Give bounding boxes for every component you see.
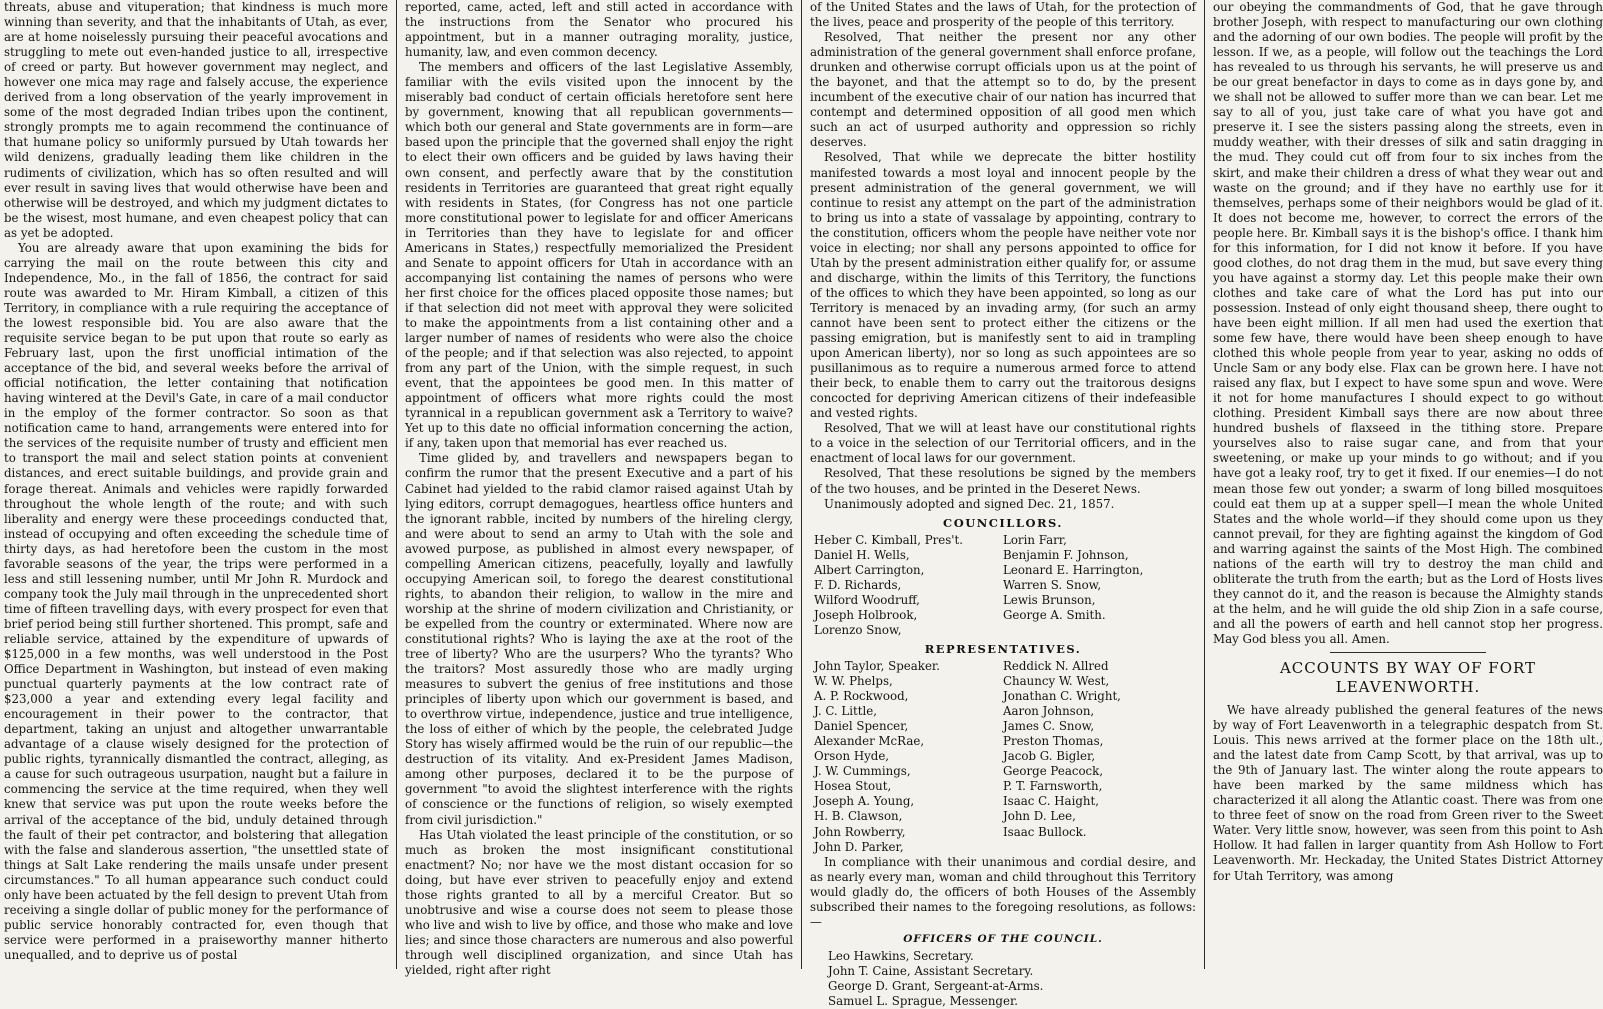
councillor-name: Warren S. Snow,	[1003, 577, 1102, 592]
representative-name: H. B. Clawson,	[814, 809, 903, 824]
councillors-heading: COUNCILLORS.	[943, 515, 1063, 530]
councillor-name: Lewis Brunson,	[1003, 592, 1096, 607]
councillors-list	[814, 533, 1186, 638]
compliance-paragraph: In compliance with their unanimous and cordial desire, and as nearly every man, woman and child throughout this Territory would gladly do, the officers of both Houses of the Assembly subscribed their names to the foregoing resolutions, as follows:—	[810, 854, 1196, 929]
representative-name: J. W. Cummings,	[814, 764, 911, 779]
representative-name: Jacob G. Bigler,	[1003, 749, 1096, 764]
representative-name: Jonathan C. Wright,	[1003, 689, 1121, 704]
column-rule	[1204, 0, 1205, 969]
column-rule	[396, 0, 397, 969]
col3-paragraph: Resolved, That these resolutions be signed by the members of the two houses, and be printed in the Deseret News.	[810, 466, 1196, 496]
col3-paragraph: Resolved, That neither the present nor any other administration of the general government shall enforce profane, drunken and otherwise corrupt officials upon us at the point of the bayonet, and that the attempt so to do, by the present incumbent of the executive chair of our nation has incurred that contempt and determined opposition of all good men which such an act of usurped authority and oppression so richly deserves.	[810, 30, 1196, 150]
representative-name: Isaac Bullock.	[1003, 824, 1087, 839]
representative-name: Reddick N. Allred	[1003, 659, 1109, 674]
officer-entry: George D. Grant, Sergeant-at-Arms.	[828, 979, 1044, 993]
representatives-heading: REPRESENTATIVES.	[924, 641, 1082, 656]
representative-name: Daniel Spencer,	[814, 719, 909, 734]
representative-name: John Rowberry,	[814, 824, 906, 839]
representative-name: Joseph A. Young,	[814, 794, 915, 809]
col2-paragraph: reported, came, acted, left and still acted in accordance with the instructions from the Senator who procured his appointment, but in a manner outraging morality, justice, humanity, law, and even common decency.	[405, 0, 793, 60]
representative-name: George Peacock,	[1003, 764, 1104, 779]
officer-entry: John T. Caine, Assistant Secretary.	[828, 963, 1034, 978]
col4-paragraph: We have already published the general features of the news by way of Fort Leavenworth in a telegraphic despatch from St. Louis. This news arrived at the former place on the 18th ult., and the latest date from Camp Scott, by that arrival, was up to the 9th of January last. The winter along the route appears to have been marked by the same mildness which has characterized it all along the Atlantic coast. There was from one to three feet of snow on the road from Green river to the Sweet Water. Very little snow, however, was seen from this point to Ash Hollow. It had fallen in larger quantity from Ash Hollow to Fort Leavenworth. Mr. Heckaday, the United States District Attorney for Utah Territory, was among	[1213, 703, 1603, 883]
representative-name: Preston Thomas,	[1003, 734, 1104, 749]
col4-paragraph: our obeying the commandments of God, that he gave through brother Joseph, with respect to manufacturing our own clothing and the adorning of our own bodies. The people will profit by the lesson. If we, as a people, will follow out the teachings the Lord has revealed to us through his servants, he will preserve us and be our great benefactor in days to come as in days gone by, and we shall not be allowed to suffer more than we can bear. Let me say to all of you, just take care of what you have got and preserve it. I see the sisters passing along the streets, even in muddy weather, with their dresses of silk and satin dragging in the mud. They could cut off from four to six inches from the skirt, and make their children a dress of what they wear out and waste on the ground; and if they have no earthly use for it themselves, perhaps some of their neighbors would be glad of it. It does not become me, however, to correct the errors of the people here. Br. Kimball says it is the bishop's office. I thank him for this information, for I did not know it before. If you have good clothes, do not drag them in the mud, but save every thing you have against a stormy day. Let this people make their own clothes and take care of what the Lord has put into our possession. Instead of only eight thousand sheep, there ought to have been eight million. If all men had used the exertion that some few have, there would have been sheep enough to have clothed this whole people from year to year, asking no odds of Uncle Sam or any body else. Flax can be grown here. I have not raised any flax, but I expect to have some spun and wove. Were it not for home manufactures I should expect to go without clothing. President Kimball says there are now about three hundred bushels of flaxseed in the tithing store. Prepare yourselves also to raise sugar cane, and from that your sweetening, or make up your minds to go without; and if you have got a leaky roof, try to get it fixed. If our enemies—I do not mean those few out yonder; a swarm of long billed mosquitoes could eat them up at a supper spell—I mean the whole United States and the whole world—if they should come upon us they cannot prevail, for they are fighting against the kingdom of God and warring against the saints of the Most High. The combined nations of the earth will try to destroy the man child and obliterate the truth from the earth; but as the Lord of Hosts lives they cannot do it, and the reason is because the Almighty stands at the helm, and he will guide the old ship Zion in a safe course, and all the powers of earth and hell cannot stop her progress. May God bless you all. Amen.	[1213, 0, 1603, 646]
section-divider	[1330, 652, 1486, 653]
col2-paragraph: The members and officers of the last Legislative Assembly, familiar with the evils visited upon the innocent by the miserably bad conduct of certain officials heretofore sent here by government, knowing that all republican governments—which both our general and State governments are in form—are based upon the principle that the governed shall enjoy the right to elect their own officers and be guided by laws having their own consent, and perfectly aware that by the constitution residents in Territories are guaranteed that great right equally with residents in States, (for Congress has not one particle more constitutional power to legislate for and officer Americans in Territories than they have to legislate for and officer Americans in States,) respectfully memorialized the President and Senate to appoint officers for Utah in accordance with an accompanying list containing the names of persons who were her first choice for the offices placed opposite those names; but if that selection did not meet with approval they were solicited to make the appointments from a list containing other and a larger number of names of residents who were also the choice of the people; and if that selection was also rejected, to appoint from any part of the Union, with the simple request, in such event, that the appointees be good men. In this matter of appointment of officers what more rights could the most tyrannical in a republican government ask a Territory to waive? Yet up to this date no official information concerning the action, if any, taken upon that memorial has ever reached us.	[405, 60, 793, 451]
representative-name: J. C. Little,	[814, 704, 878, 719]
column-3	[810, 0, 1196, 1009]
councillor-name: Lorin Farr,	[1003, 532, 1067, 547]
councillor-name: Heber C. Kimball, Pres't.	[814, 532, 964, 547]
representative-name: James C. Snow,	[1003, 719, 1095, 734]
column-rule	[801, 0, 802, 969]
col2-paragraph: Time glided by, and travellers and newspapers began to confirm the rumor that the present Executive and a part of his Cabinet had yielded to the rabid clamor raised against Utah by lying editors, corrupt demagogues, heartless office hunters and the ignorant rabble, incited by numbers of the hireling clergy, and were about to send an army to Utah with the sole and avowed purpose, as published in almost every newspaper, of compelling American citizens, peacefully, loyally and lawfully occupying American soil, to forego the dearest constitutional rights, to abandon their religion, to wallow in the mire and worship at the shrine of modern civilization and Christianity, or be expelled from the country or exterminated. Where now are constitutional rights? Who is laying the axe at the root of the tree of liberty? Who are the usurpers? Who the tyrants? Who the traitors? Most assuredly those who are madly urging measures to subvert the genius of free institutions and those principles of liberty upon which our government is based, and to overthrow virtue, independence, justice and true intelligence, the loss of either of which by the people, the celebrated Judge Story has wisely affirmed would be the ruin of our republic—the destruction of its vitality. And ex-President James Madison, among other purposes, declared it to be the purpose of government "to avoid the slightest interference with the rights of conscience or the functions of religion, so wisely exempted from civil jurisdiction."	[405, 451, 793, 827]
councillor-name: Daniel H. Wells,	[814, 547, 910, 562]
representative-name: A. P. Rockwood,	[814, 689, 909, 704]
representative-name: Alexander McRae,	[814, 734, 925, 749]
representative-name: Isaac C. Haight,	[1003, 794, 1099, 809]
representative-name: P. T. Farnsworth,	[1003, 779, 1103, 794]
officer-entry: Samuel L. Sprague, Messenger.	[828, 994, 1019, 1009]
col1-paragraph: You are already aware that upon examining the bids for carrying the mail on the route between this city and Independence, Mo., in the fall of 1856, the contract for said route was awarded to Mr. Hiram Kimball, a citizen of this Territory, in compliance with a rule requiring the acceptance of the lowest responsible bid. You are also aware that the requisite service began to be put upon that route so early as February last, upon the first unofficial intimation of the acceptance of the bid, and several weeks before the arrival of official notification, the letter containing that notification having wintered at the Devil's Gate, in care of a mail conductor in the employ of the former contractor. So soon as that notification came to hand, arrangements were entered into for the services of the requisite number of trusty and efficient men to transport the mail and select station points at convenient distances, and erect suitable buildings, and provide grain and forage thereat. Animals and vehicles were rapidly forwarded throughout the whole length of the route; and with such liberality and energy were these proceedings conducted that, instead of occupying and often exceeding the schedule time of thirty days, as had heretofore been the custom in the most favorable seasons of the year, the trips were performed in a less and still lessening number, until Mr John R. Murdock and company took the July mail through in the unprecedented short time of fifteen travelling days, with every prospect for even that brief period being still further shortened. This prompt, safe and reliable service, attained by the expenditure of upwards of $125,000 in a few months, was well understood in the Post Office Department in Washington, but instead of even making punctual quarterly payments at the low contract rate of $23,000 a year and extending every legal facility and encouragement in their power to the contractor, that department, taking an unjust and altogether unwarrantable advantage of a clause wisely designed for the protection of public rights, tyrannically dismantled the contract, alleging, as a cause for such outrageous usurpation, naught but a failure in commencing the service at the time required, when they well knew that service was put upon the route weeks before the arrival of the acceptance of the bid, unduly detained through the fault of their pet contractor, and bolstering that allegation with the false and slanderous assertion, "the unsettled state of things at Salt Lake rendering the mails unsafe under present circumstances." To all human appearance such conduct could only have been actuated by the fell design to prevent Utah from receiving a single dollar of public money for the performance of public service honorably contracted for, even though that service were performed in a praiseworthy manner hitherto unequalled, and to deprive us of postal	[4, 240, 388, 962]
representative-name: W. W. Phelps,	[814, 674, 893, 689]
councillor-name: Albert Carrington,	[814, 562, 925, 577]
officers-heading: OFFICERS OF THE COUNCIL.	[903, 932, 1103, 945]
column-1	[4, 0, 388, 969]
representative-name: John Taylor, Speaker.	[814, 659, 941, 674]
representative-name	[1003, 840, 1186, 855]
article-heading: ACCOUNTS BY WAY OF FORT LEAVENWORTH.	[1279, 659, 1537, 697]
officer-entry: Leo Hawkins, Secretary.	[828, 948, 974, 963]
representative-name: John D. Parker,	[814, 839, 904, 854]
col3-paragraph: Resolved, That while we deprecate the bitter hostility manifested towards a most loyal and innocent people by the present administration of the general government, we will continue to resist any attempt on the part of the administration to bring us into a state of vassalage by appointing, contrary to the constitution, officers whom the people have neither vote nor voice in electing; nor shall any persons appointed to office for Utah by the present administration either qualify for, or assume and discharge, within the limits of this Territory, the functions of the offices to which they have been appointed, so long as our Territory is menaced by an invading army, (for such an army cannot have been sent to protect either the citizens or the passing emigration, but is manifestly sent to aid in trampling upon American liberty), nor so long as such appointees are so pusillanimous as to require a numerous armed force to attend their beck, to enable them to carry out the traitorous designs concocted for depriving American citizens of their indefeasible and vested rights.	[810, 150, 1196, 421]
councillor-name: George A. Smith.	[1003, 607, 1106, 622]
officers-list	[828, 949, 1196, 1009]
councillor-name: F. D. Richards,	[814, 577, 902, 592]
col3-paragraph: of the United States and the laws of Utah, for the protection of the lives, peace and prosperity of the people of this territory.	[810, 0, 1196, 30]
representatives-list	[814, 659, 1186, 855]
column-2	[405, 0, 793, 977]
representative-name: Aaron Johnson,	[1003, 704, 1095, 719]
councillor-name: Lorenzo Snow,	[814, 622, 902, 637]
col1-paragraph: threats, abuse and vituperation; that kindness is much more winning than severity, and that the inhabitants of Utah, as ever, are at home noiselessly pursuing their peaceful avocations and struggling to mete out even-handed justice to all, irrespective of creed or party. But however government may neglect, and however one mica may rage and falsely accuse, the experience derived from a long observation of the yearly improvement in some of the most degraded Indian tribes upon the continent, strongly prompts me to again recommend the continuance of that humane policy so uniformly pursued by Utah towards her wild denizens, gradually leading them like children in the rudiments of civilization, which has so often resulted and will ever result in saving lives that would otherwise have been and otherwise will be destroyed, and which my judgment dictates to be the wisest, most humane, and even cheapest policy that can as yet be adopted.	[4, 0, 388, 240]
col3-paragraph: Unanimously adopted and signed Dec. 21, 1857.	[824, 496, 1115, 511]
councillor-name: Leonard E. Harrington,	[1003, 562, 1144, 577]
representative-name: Chauncy W. West,	[1003, 674, 1110, 689]
representative-name: Orson Hyde,	[814, 749, 890, 764]
councillor-name	[1003, 623, 1186, 638]
councillor-name: Benjamin F. Johnson,	[1003, 547, 1129, 562]
column-4	[1213, 0, 1603, 969]
councillor-name: Wilford Woodruff,	[814, 592, 920, 607]
representative-name: John D. Lee,	[1003, 809, 1076, 824]
col3-paragraph: Resolved, That we will at least have our constitutional rights to a voice in the selection of our Territorial officers, and in the enactment of local laws for our government.	[810, 421, 1196, 466]
representative-name: Hosea Stout,	[814, 779, 892, 794]
col2-paragraph: Has Utah violated the least principle of the constitution, or so much as broken the most insignificant constitutional enactment? No; nor have we the most distant occasion for so doing, but have ever striven to peacefully enjoy and extend those rights granted to all by a merciful Creator. But so unobtrusive and wise a course does not seem to please those who live and wish to live by office, and those who make and love lies; and since those characters are numerous and also powerful through well disciplined organization, and since Utah has yielded, right after right	[405, 827, 793, 977]
councillor-name: Joseph Holbrook,	[814, 607, 918, 622]
